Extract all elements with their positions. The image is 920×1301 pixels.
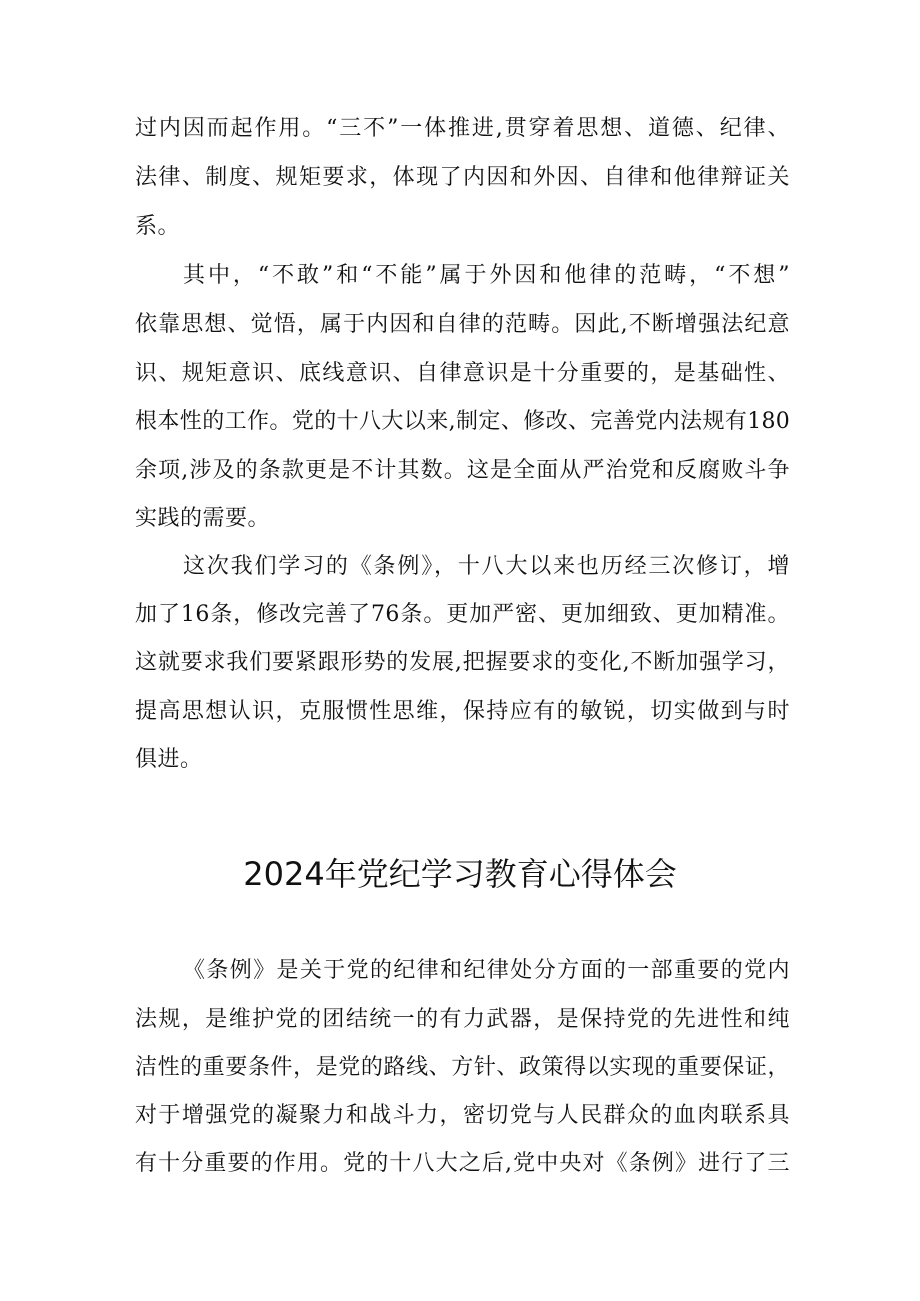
- paragraph-line: 系。: [135, 214, 181, 239]
- paragraph-line: 法律、制度、规矩要求，体现了内因和外因、自律和他律辩证关: [135, 165, 790, 190]
- paragraph-line: 这就要求我们要紧跟形势的发展,把握要求的变化,不断加强学习，: [135, 650, 790, 675]
- paragraph-line: 洁性的重要条件，是党的路线、方针、政策得以实现的重要保证，: [135, 1055, 790, 1080]
- section-title: 2024年党纪学习教育心得体会: [243, 855, 677, 893]
- paragraph-line: 俱进。: [135, 747, 203, 772]
- paragraph-line: 识、规矩意识、底线意识、自律意识是十分重要的，是基础性、: [135, 361, 790, 386]
- paragraph-line: 这次我们学习的《条例》，十八大以来也历经三次修订，增: [183, 554, 790, 579]
- paragraph-line: 《条例》是关于党的纪律和纪律处分方面的一部重要的党内: [183, 958, 790, 983]
- paragraph-line: 余项,涉及的条款更是不计其数。这是全面从严治党和反腐败斗争: [135, 458, 790, 483]
- paragraph-line: 过内因而起作用。“三不”一体推进,贯穿着思想、道德、纪律、: [135, 116, 790, 141]
- paragraph-line: 有十分重要的作用。党的十八大之后,党中央对《条例》进行了三: [135, 1151, 790, 1176]
- paragraph-line: 依靠思想、觉悟，属于内因和自律的范畴。因此,不断增强法纪意: [135, 312, 790, 337]
- paragraph-line: 对于增强党的凝聚力和战斗力，密切党与人民群众的血肉联系具: [135, 1103, 790, 1128]
- paragraph-line: 提高思想认识，克服惯性思维，保持应有的敏锐，切实做到与时: [135, 699, 790, 724]
- paragraph-line: 加了16条，修改完善了76条。更加严密、更加细致、更加精准。: [135, 602, 790, 627]
- paragraph-line: 实践的需要。: [135, 506, 271, 531]
- paragraph-line: 根本性的工作。党的十八大以来,制定、修改、完善党内法规有180: [135, 409, 790, 434]
- paragraph-line: 法规，是维护党的团结统一的有力武器，是保持党的先进性和纯: [135, 1007, 790, 1032]
- paragraph-line: 其中，“不敢”和“不能”属于外因和他律的范畴，“不想”: [183, 263, 790, 288]
